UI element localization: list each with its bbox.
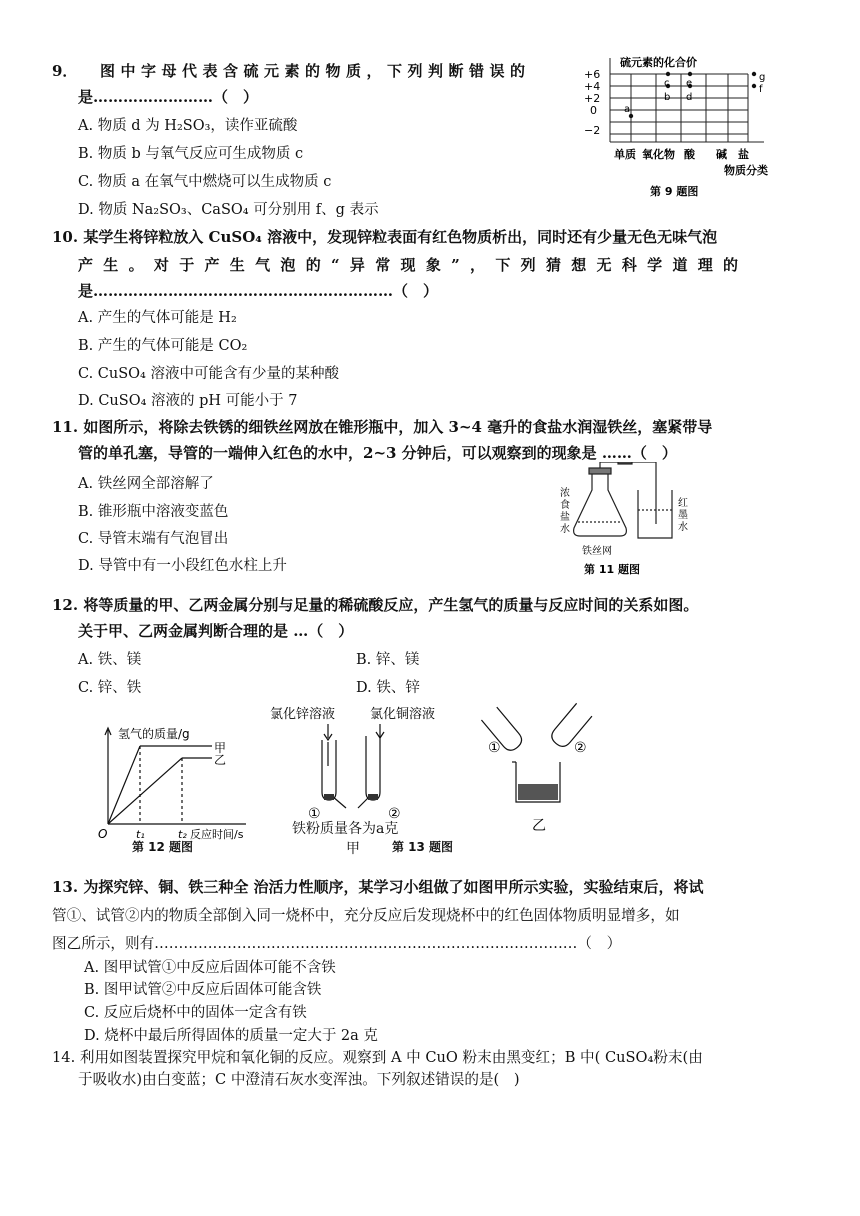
q11-option-a: A. 铁丝网全部溶解了 [78,476,214,492]
q13-yi-tube1: ① [488,740,501,756]
q12-series-yi: 乙 [214,753,227,767]
q11-left-label: 食 [560,500,570,511]
q9-ytick: +4 [584,80,601,93]
q13-label-left: 氯化锌溶液 [270,707,336,722]
q9-point-f [752,84,756,88]
q9-xcat: 酸 [684,148,695,161]
q12-origin: O [98,827,108,841]
q9-number: 9． [52,62,78,80]
q10-option-b: B. 产生的气体可能是 CO₂ [78,338,248,354]
q13-figure-jia [266,696,466,826]
q11-stem-line2: 管的单孔塞，导管的一端伸入红色的水中，2~3 分钟后，可以观察到的现象是 ……（ ） [78,444,677,462]
q13-option-c: C. 反应后烧杯中的固体一定含有铁 [84,1005,307,1021]
q12-option-a: A. 铁、镁 [78,652,142,668]
q13-yi-tube2: ② [574,740,587,756]
q12-stem-line2: 关于甲、乙两金属判断合理的是 …（ ） [78,622,354,640]
q11-left-label: 浓 [560,488,570,499]
q9-label-b: b [664,92,671,103]
q9-point-g [752,72,756,76]
q13-option-b: B. 图甲试管②中反应后固体可能含铁 [84,982,322,998]
q11-caption: 第 11 题图 [584,563,640,576]
q9-xcat: 单质 [614,148,636,161]
q11-right-label: 红 [678,498,688,509]
q9-stem-line1: 图中字母代表含硫元素的物质，下列判断错误的 [100,62,531,80]
q13-tube2-label: ② [388,806,401,822]
q9-label-a: a [624,104,631,115]
q12-option-d: D. 铁、锌 [356,680,420,696]
q11-bottom-label: 铁丝网 [582,546,612,557]
q9-point-e [688,72,692,76]
q12-caption: 第 12 题图 [132,840,194,854]
q12-t2: t₂ [178,828,187,841]
q12-option-b: B. 锌、镁 [356,652,420,668]
q9-ytick: 0 [590,104,597,117]
q9-xcat: 氧化物 [642,148,675,161]
q13-label-right: 氯化铜溶液 [370,707,436,722]
q9-valence-chart [578,52,778,202]
q12-option-c: C. 锌、铁 [78,680,142,696]
q12-xlabel: 反应时间/s [190,828,244,841]
q11-option-c: C. 导管末端有气泡冒出 [78,531,229,547]
q9-ytick: −2 [584,124,601,137]
q12-series-jia: 甲 [214,741,227,755]
q12-t1: t₁ [136,828,145,841]
q9-stem-line2: 是……………………（ ） [78,88,259,106]
q9-caption: 第 9 题图 [650,185,699,198]
q9-ytick: +6 [584,68,601,81]
q11-option-d: D. 导管中有一小段红色水柱上升 [78,558,287,574]
q9-xcat: 碱 [716,148,727,161]
q12-stem-line1: 12. 将等质量的甲、乙两金属分别与足量的稀硫酸反应，产生氢气的质量与反应时间的关系如图。 [52,596,699,614]
q9-label-f: f [759,84,763,95]
q12-line-jia [108,746,140,824]
q10-stem-line3: 是……………………………………………………（ ） [78,282,439,300]
q13-stem-line3: 图乙所示，则有……………………………………………………………………………（ ） [52,935,622,952]
q14-stem-line1: 14. 利用如图装置探究甲烷和氧化铜的反应。观察到 A 中 CuO 粉末由黑变红；B 中( CuSO₄粉末(由 [52,1049,703,1066]
q9-xcat: 盐 [738,148,749,161]
q9-ytick: +2 [584,92,601,105]
q13-stem-line1: 13. 为探究锌、铜、铁三种全 治活力性顺序，某学习小组做了如图甲所示实验，实验结束后，将试 [52,878,704,896]
q11-option-b: B. 锥形瓶中溶液变蓝色 [78,504,229,520]
q10-option-c: C. CuSO₄ 溶液中可能含有少量的某种酸 [78,366,339,382]
q11-apparatus [556,462,696,580]
q9-label-d: d [686,92,693,103]
q9-option-c: C. 物质 a 在氧气中燃烧可以生成物质 c [78,174,332,190]
q9-label-g: g [759,72,766,83]
q9-label-c: c [664,78,670,89]
q14-stem-line2: 于吸收水)由白变蓝；C 中澄清石灰水变浑浊。下列叙述错误的是( ) [78,1071,520,1088]
q10-option-a: A. 产生的气体可能是 H₂ [78,310,237,326]
q9-chart-ylabel: 硫元素的化合价 [620,56,697,69]
q9-label-e: e [686,78,693,89]
q13-stem-line2: 管①、试管②内的物质全部倒入同一烧杯中，充分反应后发现烧杯中的红色固体物质明显增多，如 [52,907,680,924]
q9-option-b: B. 物质 b 与氧气反应可生成物质 c [78,146,304,162]
q9-option-d: D. 物质 Na₂SO₃、CaSO₄ 可分别用 f、g 表示 [78,202,379,218]
q11-stem-line1: 11. 如图所示，将除去铁锈的细铁丝网放在锥形瓶中，加入 3~4 毫升的食盐水润湿铁丝，塞紧带导 [52,418,713,436]
q12-line-yi [108,758,182,824]
q9-xlabel: 物质分类 [724,164,768,177]
q13-note: 铁粉质量各为a克 [292,821,399,837]
q11-right-label: 水 [678,522,688,533]
q9-option-a: A. 物质 d 为 H₂SO₃，读作亚硫酸 [78,118,298,134]
q13-option-a: A. 图甲试管①中反应后固体可能不含铁 [84,960,336,976]
q13-option-d: D. 烧杯中最后所得固体的质量一定大于 2a 克 [84,1028,378,1044]
q10-stem-line2: 产生。对于产生气泡的“异常现象”，下列猜想无科学道理的 [78,256,749,274]
q13-yi-label: 乙 [532,818,546,834]
q12-ylabel: 氢气的质量/g [118,727,190,741]
q13-caption: 第 13 题图 [392,840,454,854]
q11-right-label: 墨 [678,510,688,521]
q11-left-label: 盐 [560,512,570,523]
q12-hydrogen-chart [96,724,266,854]
q9-point-c [666,72,670,76]
q10-stem-line1: 10. 某学生将锌粒放入 CuSO₄ 溶液中，发现锌粒表面有红色物质析出，同时还有少量无色无味气泡 [52,228,718,246]
q10-option-d: D. CuSO₄ 溶液的 pH 可能小于 7 [78,393,298,409]
q13-tube1-label: ① [308,806,321,822]
q13-figure-yi [478,696,608,836]
q11-left-label: 水 [560,524,570,535]
q13-jia-label: 甲 [346,841,360,857]
